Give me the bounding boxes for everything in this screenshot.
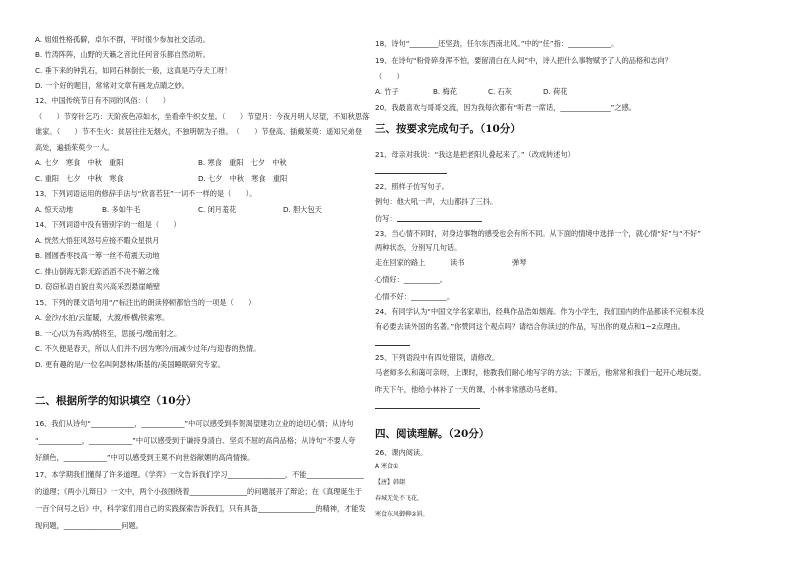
q11-option-a: A. 姐姐性格孤僻，卓尔不群，平时很少参加社交活动。 — [35, 35, 210, 44]
q13-option-d: D. 胆大包天 — [283, 205, 322, 214]
poem-line: 春城无处不飞花， — [375, 495, 424, 502]
q12-option-b: B. 寒食 重阳 七夕 中秋 — [198, 158, 287, 167]
q23-scene: 读书 — [450, 258, 465, 267]
section-3-title: 三、按要求完成句子。（10分） — [375, 123, 521, 135]
q26-stem: 26、课内阅读。 — [375, 448, 428, 457]
q12-option-a: A. 七夕 寒食 中秋 重阳 — [35, 158, 124, 167]
q17-line: 现问题，________________问题。 — [35, 521, 143, 530]
q15-stem: 15、下列的课文语句用“/”标注出的朗读停顿都恰当的一项是（ ） — [35, 298, 256, 307]
section-4-title: 四、阅读理解。（20分） — [375, 428, 490, 440]
q24-answer-line[interactable] — [375, 345, 410, 346]
q11-option-b: B. 竹涛阵阵，山野的天籁之音比任何音乐都自然动听。 — [35, 50, 210, 59]
q15-option-b: B. 一心/以为有鸿/鹄将至，思援弓/缴而射之。 — [35, 329, 182, 338]
q23-line: 23、当心情不同时，对身边事物的感受也会有所不同。从下面的情境中选择一个，就心情“好”与“不好” — [375, 229, 701, 238]
q22-example: 例句：他大吼一声，大山都抖了三抖。 — [375, 197, 498, 206]
q12-line: 高处，遍插茱萸少一人。 — [35, 143, 115, 152]
q16-line: 16、我们从诗句“____________，____________”中可以感受到李贺渴望建功立业的迫切心情；从诗句 — [35, 419, 354, 428]
q25-stem: 25、下列语段中有四处错误，请修改。 — [375, 353, 500, 362]
q25-answer-line[interactable] — [375, 408, 480, 409]
q20: 20、我最喜欢与哥哥交流，因为我每次都有“听君一席话，______________”之感。 — [375, 103, 636, 112]
q24-line: 24、有同学认为“中国文学名家辈出，经典作品浩如烟海。作为小学生，我们国内的作品都读不完根本没 — [375, 307, 705, 316]
section-2-title: 二、根据所学的知识填空（10分） — [35, 395, 197, 407]
q22-stem: 22、照样子仿写句子。 — [375, 182, 449, 191]
q15-option-c: C. 不久便是春天，所以人们并不/因为寒冷/而减少过年/与迎春的热情。 — [35, 344, 261, 353]
q25-passage: 马老师多么和蔼可亲呀，上课时，他教我们耐心地写字的方法；下课后，他常常和我们一起开心地玩耍。 — [375, 368, 706, 377]
q12-option-d: D. 七夕 中秋 寒食 重阳 — [198, 174, 288, 183]
q19-option-a: A. 竹子 — [375, 87, 399, 96]
q22-answer-line[interactable] — [397, 221, 482, 222]
q17-line: 一百个问号之后》中，科学家们用自己的实践探索告诉我们，只有具备________________的精神，才能发 — [35, 504, 366, 513]
q14-stem: 14、下列词语中没有错别字的一组是（ ） — [35, 220, 181, 229]
q22-imitate-label: 仿写： — [375, 214, 397, 223]
q19-stem: 19、在诗句“粉骨碎身浑不怕，要留清白在人间”中，诗人把什么事物赋予了人的品格和志向？ — [375, 56, 672, 65]
q14-option-b: B. 圆圆香枣技高一筹一丝不苟震天动地 — [35, 251, 160, 260]
q19-paren: （ ） — [375, 72, 404, 81]
q19-option-b: B. 梅花 — [433, 87, 457, 96]
q14-option-d: D. 窃窃私语自貌自卖兴高采烈悬崖峭壁 — [35, 282, 161, 291]
poem-title: A 寒食① — [375, 463, 399, 470]
q15-option-d: D. 更有趣的是/一位名叫阿瑟林/斯基的/美国睡眠研究专家。 — [35, 360, 225, 369]
q21: 21、母亲对我说：“我这是把老阳儿叠起来了。”（改成转述句） — [375, 150, 575, 159]
q23-line: 两种状态，分别写几句话。 — [375, 243, 462, 252]
q14-option-c: C. 排山倒海无影无踪滔滔不决不解之缘 — [35, 267, 160, 276]
q23-bad-mood: 心情不好：__________。 — [375, 292, 455, 301]
q18: 18、诗句“________还坚劲，任尔东西南北风。”中的“任”指：____________。 — [375, 39, 619, 48]
q13-option-c: C. 闭月羞花 — [198, 205, 237, 214]
q25-passage: 昨天下午，他给小林补了一天的课，小林非常感动马老师。 — [375, 385, 562, 394]
q19-option-d: D. 荷花 — [543, 87, 568, 96]
q24-line: 有必要去读外国的名著。”你赞同这个观点吗？请结合你读过的作品，写出你的观点和1~2点理由。 — [375, 322, 685, 331]
q13-stem: 13、下列词语运用的修辞手法与“欣喜若狂”一词不一样的是（ ）。 — [35, 189, 257, 198]
q16-line: “____________，____________”中可以感受到于谦持身清白、坚贞不屈的高尚品格；从诗句“不要人夸 — [35, 436, 356, 445]
q17-line: 17、本学期我们懂得了许多道理。《学弈》一文告诉我们学习________________，不能________________ — [35, 470, 364, 479]
q12-line: 谁家。（ ）节不生火：贫居往往无烟火，不独明朝为子推。 （ ）节登高、插戴茱萸：遥知兄弟登 — [35, 127, 363, 136]
q11-option-d: D. 一个好的题目，常常对文章有画龙点睛之妙。 — [35, 81, 189, 90]
q23-good-mood: 心情好：__________。 — [375, 275, 447, 284]
q19-option-c: C. 石灰 — [488, 87, 512, 96]
q16-line: 好颜色，____________”中可以感受到王冕不向世俗献媚的高尚情操。 — [35, 453, 255, 462]
q21-answer-line[interactable] — [375, 173, 447, 174]
q23-scene: 走在回家的路上 — [375, 258, 426, 267]
q12-stem: 12、中国传统节日有不同的风俗：（ ） — [35, 96, 170, 105]
poem-author: 【唐】韩翃 — [375, 479, 406, 486]
q13-option-b: B. 多如牛毛 — [102, 205, 141, 214]
q17-line: 的道理；《两小儿辩日》一文中，两个小孩围绕着________________的问题展开了辩论；在《真理诞生于 — [35, 487, 363, 496]
q14-option-a: A. 恍然大悟狂风怒号应接不暇众星拱月 — [35, 236, 160, 245]
q23-scene: 弹琴 — [512, 258, 527, 267]
q12-option-c: C. 重阳 七夕 中秋 寒食 — [35, 174, 124, 183]
q11-option-c: C. 垂下来的钟乳石，如同石林倒长一般，这真是巧夺天工呀！ — [35, 66, 232, 75]
q13-option-a: A. 惊天动地 — [35, 205, 74, 214]
q12-line: （ ）节穿针乞巧：天阶夜色凉如水，坐看牵牛织女星。（ ）节望月：今夜月明人尽望，不知秋思落 — [35, 112, 370, 121]
q15-option-a: A. 金沙/水拍/云崖暖，大渡/桥横/铁索寒。 — [35, 313, 170, 322]
poem-line: 寒食东风御柳②斜。 — [375, 511, 429, 518]
